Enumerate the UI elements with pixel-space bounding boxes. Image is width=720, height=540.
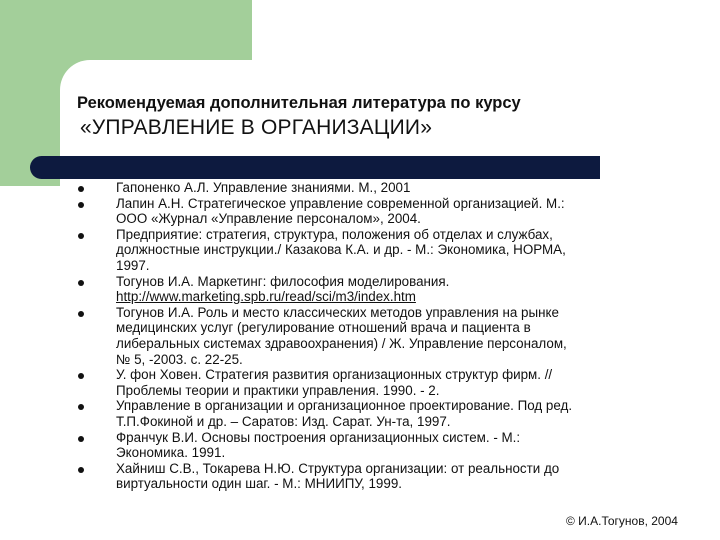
reference-item xyxy=(78,367,698,398)
slide-title-line1: Рекомендуемая дополнительная литература по курсу xyxy=(77,94,521,112)
reference-text xyxy=(116,227,698,274)
reference-text-line: Франчук В.И. Основы построения организационных систем. - М.: xyxy=(116,429,521,445)
bullet-dot-icon xyxy=(78,311,84,317)
reference-item xyxy=(78,196,698,227)
reference-text-line: У. фон Ховен. Стратегия развития организационных структур фирм. // xyxy=(116,367,553,383)
reference-text-line: № 5, -2003. с. 22-25. xyxy=(116,351,243,367)
reference-text-line: Экономика. 1991. xyxy=(116,445,226,461)
reference-text-line: медицинских услуг (регулирование отношений врача и пациента в xyxy=(116,320,531,336)
reference-text-line: Тогунов И.А. Роль и место классических методов управления на рынке xyxy=(116,304,559,320)
reference-text-line: виртуальности один шаг. - М.: МНИИПУ, 1999. xyxy=(116,476,402,492)
reference-text xyxy=(116,274,698,305)
bullet-dot-icon xyxy=(78,280,84,286)
reference-text xyxy=(116,367,698,398)
reference-text xyxy=(116,461,698,492)
reference-text xyxy=(116,398,698,429)
bullet-dot-icon xyxy=(78,186,84,192)
reference-text xyxy=(116,430,698,461)
reference-item xyxy=(78,274,698,305)
slide-title-line2: «УПРАВЛЕНИЕ В ОРГАНИЗАЦИИ» xyxy=(80,116,433,139)
bullet-dot-icon xyxy=(78,373,84,379)
reference-url-link[interactable]: http://www.marketing.spb.ru/read/sci/m3/index.htm xyxy=(116,289,416,305)
reference-text-line: Предприятие: стратегия, структура, положения об отделах и службах, xyxy=(116,226,553,242)
reference-text xyxy=(116,196,698,227)
reference-text xyxy=(116,180,698,196)
reference-item xyxy=(78,180,698,196)
title-divider-bar xyxy=(30,156,600,179)
bullet-dot-icon xyxy=(78,436,84,442)
copyright-notice: © И.А.Тогунов, 2004 xyxy=(566,514,678,528)
reference-text-line: Управление в организации и организационное проектирование. Под ред. xyxy=(116,398,573,414)
bullet-dot-icon xyxy=(78,404,84,410)
reference-item xyxy=(78,398,698,429)
reference-text-line: Лапин А.Н. Стратегическое управление современной организацией. М.: xyxy=(116,195,565,211)
bullet-dot-icon xyxy=(78,233,84,239)
reference-item xyxy=(78,305,698,367)
bullet-dot-icon xyxy=(78,202,84,208)
reference-text-line: Гапоненко А.Л. Управление знаниями. М., 2001 xyxy=(116,180,411,195)
reference-text-line: Тогунов И.А. Маркетинг: философия моделирования. xyxy=(116,273,450,289)
reference-text-line: 1997. xyxy=(116,257,150,273)
bullet-dot-icon xyxy=(78,467,84,473)
reference-text-line: Проблемы теории и практики управления. 1990. - 2. xyxy=(116,382,440,398)
reference-item xyxy=(78,430,698,461)
reference-item xyxy=(78,461,698,492)
reference-text-line: должностные инструкции./ Казакова К.А. и др. - М.: Экономика, НОРМА, xyxy=(116,242,566,258)
reference-text-line: Т.П.Фокиной и др. – Саратов: Изд. Сарат. Ун-та, 1997. xyxy=(116,413,451,429)
reference-item xyxy=(78,227,698,274)
reference-text-line: ООО «Журнал «Управление персоналом», 2004. xyxy=(116,211,421,227)
reference-text-line: либеральных системах здравоохранения) / Ж. Управление персоналом, xyxy=(116,335,567,351)
reference-list xyxy=(78,180,698,492)
reference-text xyxy=(116,305,698,367)
reference-text-line: Хайниш С.В., Токарева Н.Ю. Структура организации: от реальности до xyxy=(116,460,560,476)
